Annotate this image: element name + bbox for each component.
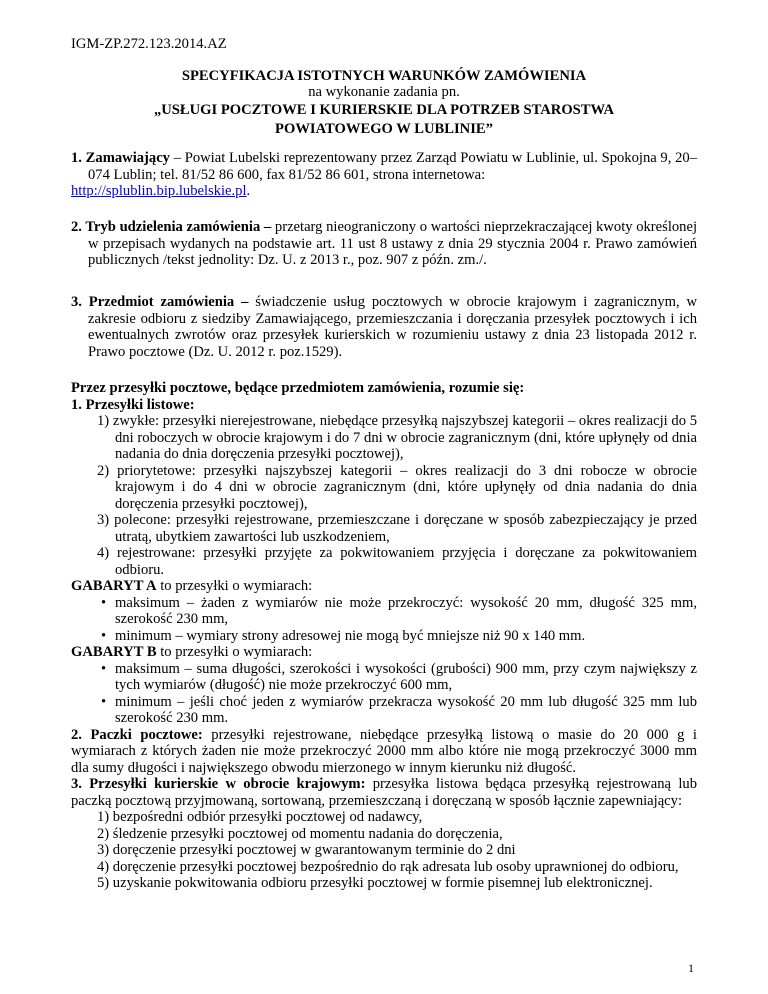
courier-item: 1) bezpośredni odbiór przesyłki pocztowej od nadawcy,	[97, 809, 423, 825]
section-3-text: świadczenie usług pocztowych w obrocie krajowym i zagranicznym, w zakresie odbioru z siedziby Zamawiającego, przemieszczania i doręczania przesyłek pocztowych i ich ewentualnych zwrotów oraz przesyłek kurierskich w rozumieniu ustawy z dnia 23 listopada 2012 r. Prawo pocztowe (Dz. U. 2012 r. poz.1529).	[88, 294, 697, 360]
definitions-heading: Przez przesyłki pocztowe, będące przedmiotem zamówienia, rozumie się:	[71, 380, 525, 396]
letter-type-item: 4) rejestrowane: przesyłki przyjęte za pokwitowaniem przyjęcia i doręczane za pokwitowaniem odbioru.	[97, 545, 697, 578]
courier-item: 5) uzyskanie pokwitowania odbioru przesyłki pocztowej w formie pisemnej lub elektronicznej.	[97, 875, 653, 891]
gabaryt-b-item: • minimum – jeśli choć jeden z wymiarów przekracza wysokość 20 mm lub długość 325 mm lub szerokość 230 mm.	[101, 693, 697, 726]
section-2-heading: 2. Tryb udzielenia zamówienia –	[71, 219, 272, 235]
letter-type-item: 3) polecone: przesyłki rejestrowane, przemieszczane i doręczane w sposób zabezpieczający je przed utratą, ubytkiem zawartości lub uszkodzeniem,	[97, 512, 697, 545]
letters-heading: 1. Przesyłki listowe:	[71, 396, 195, 413]
bullet-icon: •	[101, 594, 107, 611]
courier-item: 4) doręczenie przesyłki pocztowej bezpośrednio do rąk adresata lub osoby uprawnionej do odbioru,	[97, 858, 679, 875]
bullet-icon: •	[101, 660, 107, 677]
gabaryt-a-item: • minimum – wymiary strony adresowej nie mogą być mniejsze niż 90 x 140 mm.	[101, 627, 586, 644]
section-3-heading: 3. Przedmiot zamówienia –	[71, 294, 249, 310]
page-number: 1	[688, 961, 694, 975]
bullet-icon: •	[101, 627, 107, 644]
document-reference: IGM-ZP.272.123.2014.AZ	[71, 36, 227, 52]
letter-type-item: 1) zwykłe: przesyłki nierejestrowane, niebędące przesyłką najszybszej kategorii – okres realizacji do 5 dni roboczych w obrocie krajowym i do 7 dni w obrocie zagranicznym (dni, które upłynęły od dnia nadania do dnia doręczenia przesyłki pocztowej),	[97, 413, 697, 462]
courier-item: 3) doręczenie przesyłki pocztowej w gwarantowanym terminie do 2 dni	[97, 842, 516, 858]
letter-type-item: 2) priorytetowe: przesyłki najszybszej kategorii – okres realizacji do 3 dni robocze w obrocie krajowym i do 4 dni w obrocie zagranicznym (dni, które upłynęły od dnia nadania do dnia doręczenia przesyłki pocztowej),	[97, 462, 697, 512]
section-1	[71, 150, 697, 200]
bip-link[interactable]: http://splublin.bip.lubelskie.pl	[71, 183, 247, 199]
courier-text: przesyłka listowa będąca przesyłką rejestrowaną lub paczką pocztową przyjmowaną, sortowaną, przemieszczaną i doręczaną w sposób łącznie zapewniający:	[71, 776, 697, 809]
section-3	[71, 294, 697, 360]
gabaryt-b-heading: GABARYT B	[71, 644, 157, 660]
courier-item: 2) śledzenie przesyłki pocztowej od momentu nadania do doręczenia,	[97, 825, 503, 842]
parcels-heading: 2. Paczki pocztowe:	[71, 726, 203, 743]
gabaryt-a-text: to przesyłki o wymiarach:	[156, 578, 313, 594]
section-1-end: .	[246, 183, 251, 199]
section-1-heading: 1. Zamawiający	[71, 150, 170, 166]
gabaryt-b-item: • maksimum – suma długości, szerokości i wysokości (grubości) 900 mm, przy czym największy z tych wymiarów (długość) nie może przekroczyć 600 mm,	[101, 660, 697, 693]
task-name-line-1: „USŁUGI POCZTOWE I KURIERSKIE DLA POTRZEB STAROSTWA	[153, 102, 615, 118]
section-2	[71, 219, 697, 269]
courier-heading: 3. Przesyłki kurierskie w obrocie krajowym:	[71, 776, 366, 792]
document-title: SPECYFIKACJA ISTOTNYCH WARUNKÓW ZAMÓWIENIA	[181, 68, 587, 84]
gabaryt-a-item: • maksimum – żaden z wymiarów nie może przekroczyć: wysokość 20 mm, długość 325 mm, szerokość 230 mm,	[101, 594, 697, 627]
task-name-line-2: POWIATOWEGO W LUBLINIE”	[275, 121, 493, 137]
task-name	[71, 101, 697, 139]
section-2-text: przetarg nieograniczony o wartości nieprzekraczającej kwoty określonej w przepisach wydanych na podstawie art. 11 ust 8 ustawy z dnia 29 stycznia 2004 r. Prawo zamówień publicznych /tekst jednolity: Dz. U. z 2013 r., poz. 907 z późn. zm./.	[88, 219, 698, 268]
document-subtitle: na wykonanie zadania pn.	[308, 84, 460, 100]
gabaryt-a-heading: GABARYT A	[71, 578, 157, 594]
section-1-text: – Powiat Lubelski reprezentowany przez Zarząd Powiatu w Lublinie, ul. Spokojna 9, 20–074 Lublin; tel. 81/52 86 600, fax 81/52 86 601, strona internetowa:	[88, 150, 697, 183]
parcels-text: przesyłki rejestrowane, niebędące przesyłką listową o masie do 20 000 g i wymiarach z których żaden nie może przekroczyć 2000 mm albo które nie mogą przekroczyć 3000 mm dla sumy długości i największego obwodu mierzonego w innym kierunku niż długość.	[71, 726, 697, 776]
bullet-icon: •	[101, 693, 107, 710]
definitions	[71, 380, 697, 892]
gabaryt-b-text: to przesyłki o wymiarach:	[156, 644, 313, 660]
